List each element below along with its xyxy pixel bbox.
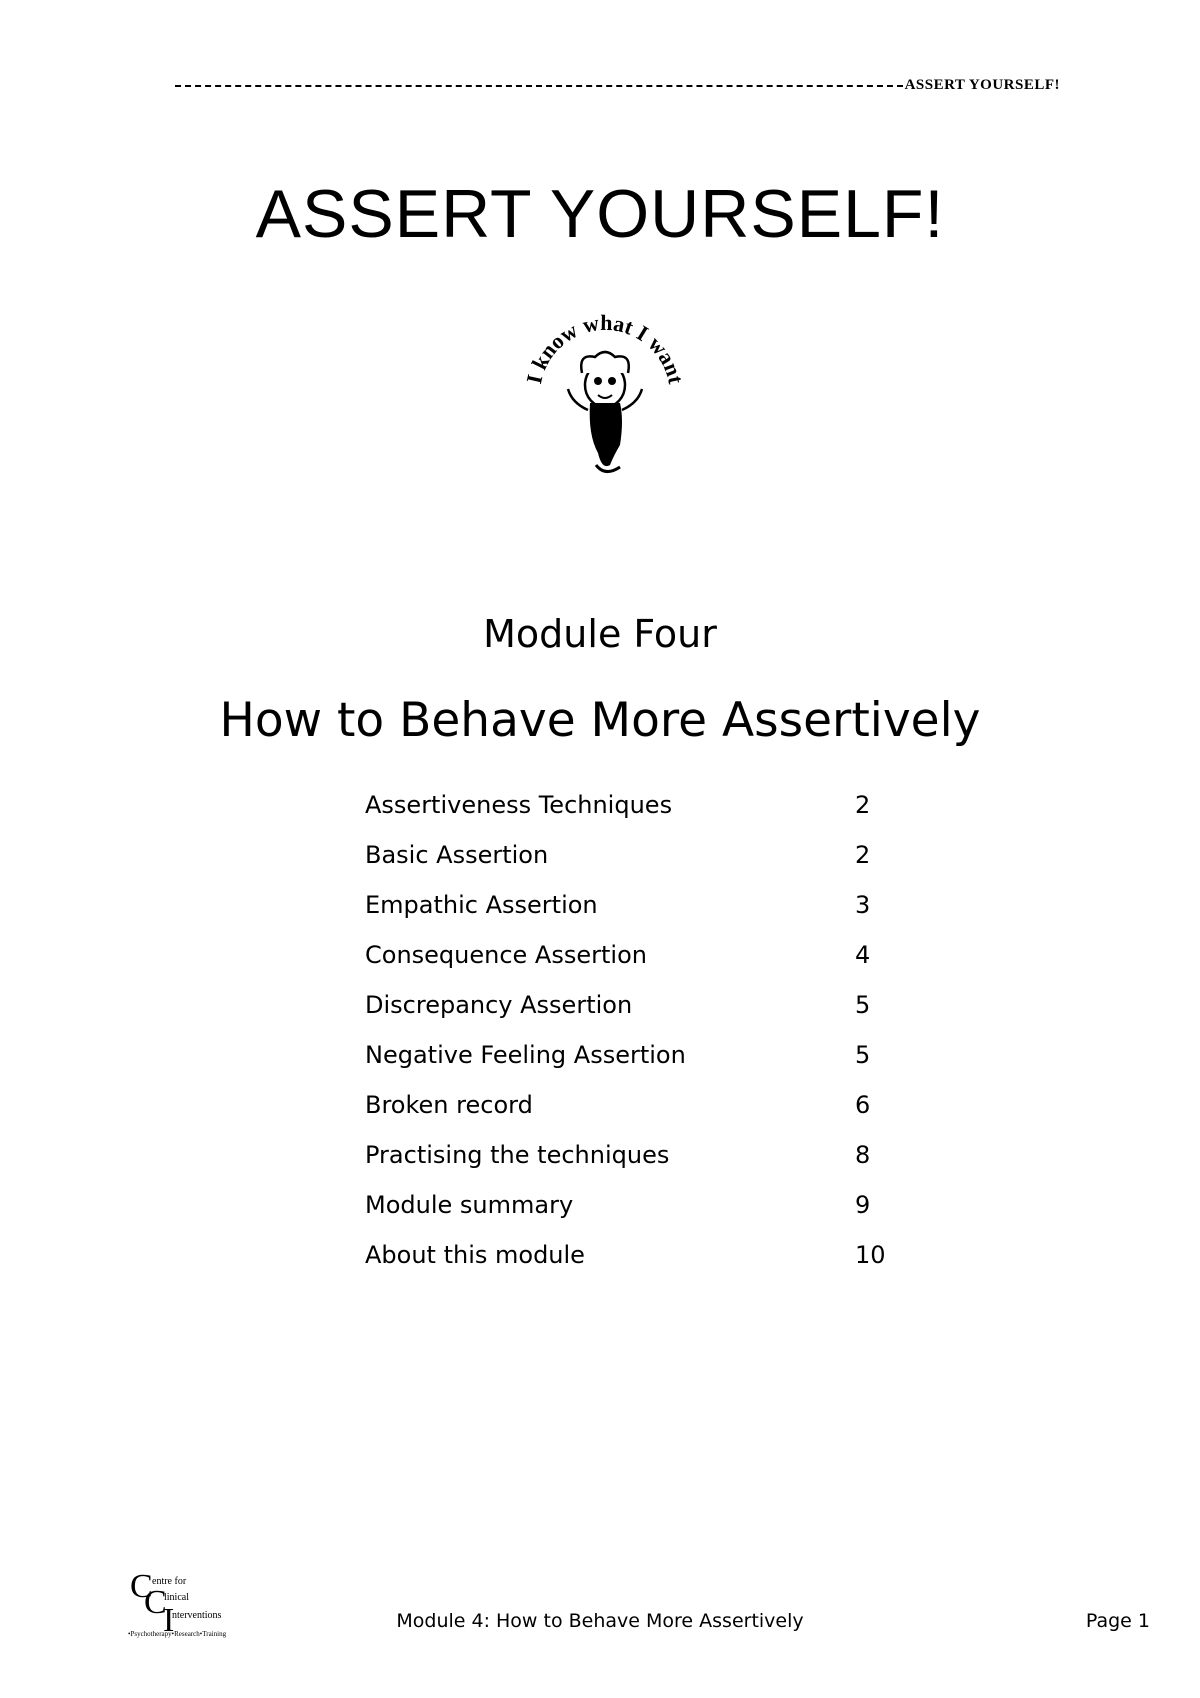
toc-entry-page: 5 <box>855 991 871 1019</box>
toc-entry-page: 2 <box>855 791 871 819</box>
toc-entry-page: 10 <box>855 1241 886 1269</box>
toc-entry-label: Basic Assertion <box>365 841 549 869</box>
mascot-illustration <box>510 295 700 485</box>
toc-entry <box>365 780 925 830</box>
toc-entry-label: Assertiveness Techniques <box>365 791 673 819</box>
running-header-title: ASSERT YOURSELF! <box>904 77 1060 93</box>
toc-entry-page: 6 <box>855 1091 871 1119</box>
toc-entry-page: 2 <box>855 841 871 869</box>
mascot-caption: I know what I want <box>521 309 689 386</box>
logo-line-1: entre for <box>152 1576 187 1587</box>
footer-page-number: Page 1 <box>1085 1610 1150 1632</box>
toc-entry-page: 3 <box>855 891 871 919</box>
module-title: How to Behave More Assertively <box>219 693 981 748</box>
toc-entry <box>365 1230 925 1280</box>
table-of-contents <box>365 780 925 1280</box>
toc-entry-label: Practising the techniques <box>365 1141 670 1169</box>
toc-entry-label: Discrepancy Assertion <box>365 991 633 1019</box>
toc-entry-page: 5 <box>855 1041 871 1069</box>
toc-entry-page: 9 <box>855 1191 871 1219</box>
logo-line-2: linical <box>164 1592 189 1603</box>
toc-entry-label: About this module <box>365 1241 585 1269</box>
toc-entry <box>365 1180 925 1230</box>
running-header <box>175 70 1060 94</box>
toc-entry <box>365 830 925 880</box>
logo-line-3: nterventions <box>172 1610 222 1621</box>
toc-entry-page: 8 <box>855 1141 871 1169</box>
toc-entry-label: Empathic Assertion <box>365 891 598 919</box>
toc-entry-label: Negative Feeling Assertion <box>365 1041 686 1069</box>
toc-entry <box>365 980 925 1030</box>
module-label: Module Four <box>483 612 717 656</box>
header-dash-rule <box>175 85 903 87</box>
toc-entry-label: Broken record <box>365 1091 533 1119</box>
toc-entry-page: 4 <box>855 941 871 969</box>
logo-tagline: •Psychotherapy•Research•Training <box>128 1630 227 1638</box>
toc-entry <box>365 930 925 980</box>
toc-entry <box>365 1030 925 1080</box>
toc-entry <box>365 880 925 930</box>
cci-logo: C entre for C linical I nterventions •Psychotherapy•Research•Training <box>128 1568 227 1639</box>
document-title: ASSERT YOURSELF! <box>255 176 945 252</box>
toc-entry-label: Consequence Assertion <box>365 941 647 969</box>
toc-entry-label: Module summary <box>365 1191 574 1219</box>
footer-module-title: Module 4: How to Behave More Assertively <box>396 1610 804 1632</box>
toc-entry <box>365 1130 925 1180</box>
toc-entry <box>365 1080 925 1130</box>
